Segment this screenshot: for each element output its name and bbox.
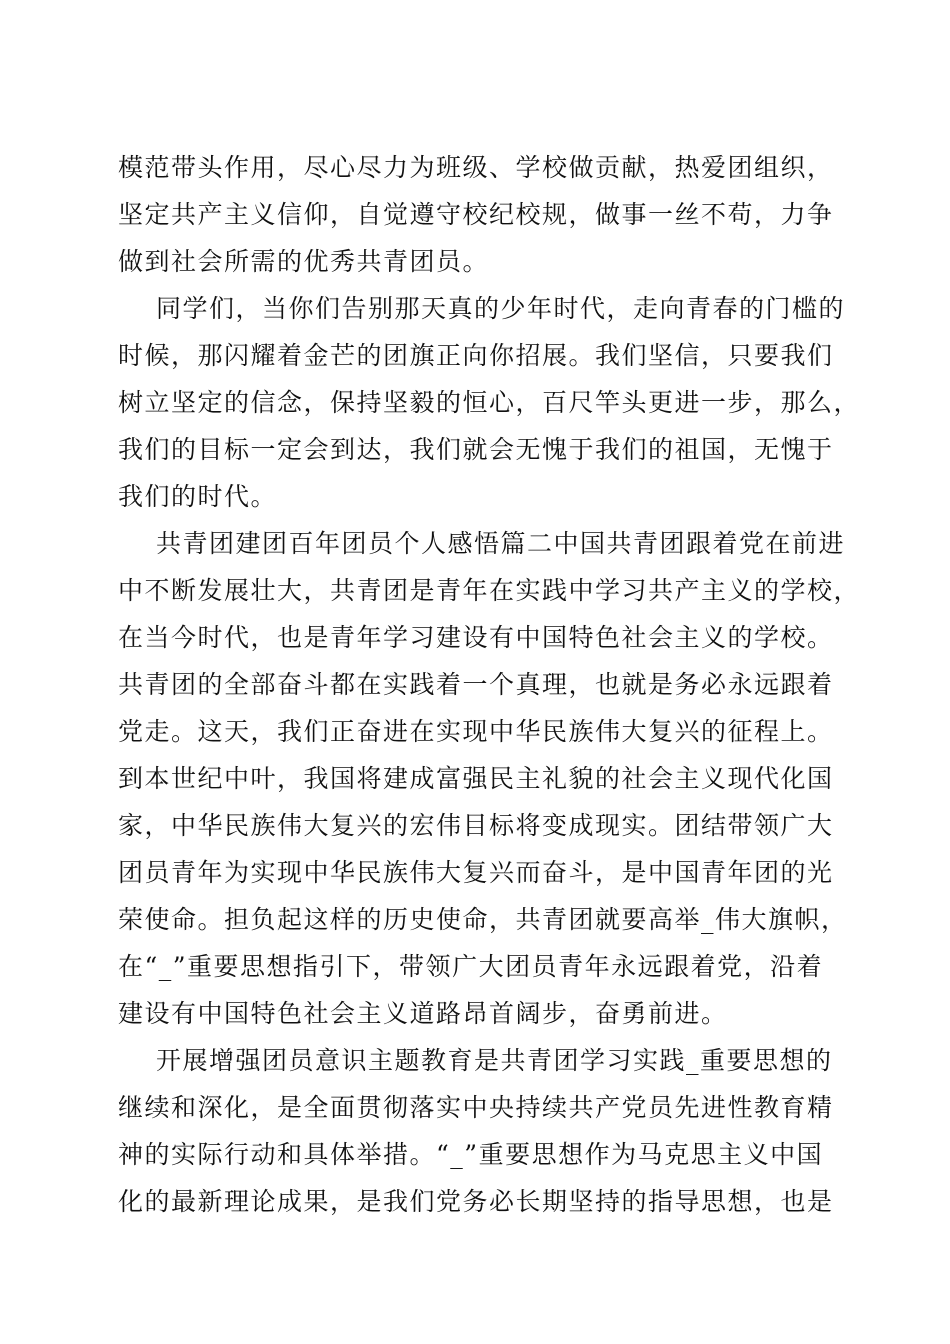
text-line: 我们的时代。 xyxy=(118,482,278,511)
text-line: 继续和深化，是全面贯彻落实中央持续共产党员先进性教育精 xyxy=(118,1093,834,1122)
text-line: 党走。这天，我们正奋进在实现中华民族伟大复兴的征程上。 xyxy=(118,717,834,746)
text-line: 我们的目标一定会到达，我们就会无愧于我们的祖国，无愧于 xyxy=(118,435,834,464)
text-line: 在当今时代，也是青年学习建设有中国特色社会主义的学校。 xyxy=(118,623,834,652)
paragraph-3 xyxy=(118,520,861,1037)
paragraph-1 xyxy=(118,144,836,285)
text-line: 模范带头作用，尽心尽力为班级、学校做贡献，热爱团组织， xyxy=(118,153,834,182)
text-line: 树立坚定的信念，保持坚毅的恒心，百尺竿头更进一步，那么， xyxy=(118,388,861,417)
document-body xyxy=(118,144,861,1225)
text-line: 开展增强团员意识主题教育是共青团学习实践_重要思想的 xyxy=(156,1046,833,1075)
text-line: 做到社会所需的优秀共青团员。 xyxy=(118,247,490,276)
text-line: 神的实际行动和具体举措。“_”重要思想作为马克思主义中国 xyxy=(118,1140,824,1169)
text-line: 共青团的全部奋斗都在实践着一个真理，也就是务必永远跟着 xyxy=(118,670,834,699)
text-line: 到本世纪中叶，我国将建成富强民主礼貌的社会主义现代化国 xyxy=(118,764,834,793)
text-line: 建设有中国特色社会主义道路昂首阔步，奋勇前进。 xyxy=(118,999,728,1028)
text-line: 荣使命。担负起这样的历史使命，共青团就要高举_伟大旗帜， xyxy=(118,905,848,934)
paragraph-2 xyxy=(118,285,861,520)
text-line: 同学们，当你们告别那天真的少年时代，走向青春的门槛的 xyxy=(156,294,846,323)
paragraph-4 xyxy=(118,1037,836,1225)
text-line: 化的最新理论成果，是我们党务必长期坚持的指导思想，也是 xyxy=(118,1187,834,1216)
text-line: 在“_”重要思想指引下，带领广大团员青年永远跟着党，沿着 xyxy=(118,952,824,981)
text-line: 团员青年为实现中华民族伟大复兴而奋斗，是中国青年团的光 xyxy=(118,858,834,887)
text-line: 坚定共产主义信仰，自觉遵守校纪校规，做事一丝不苟，力争 xyxy=(118,200,834,229)
text-line: 时候，那闪耀着金芒的团旗正向你招展。我们坚信，只要我们 xyxy=(118,341,834,370)
text-line: 共青团建团百年团员个人感悟篇二中国共青团跟着党在前进 xyxy=(156,529,846,558)
text-line: 中不断发展壮大，共青团是青年在实践中学习共产主义的学校， xyxy=(118,576,861,605)
text-line: 家，中华民族伟大复兴的宏伟目标将变成现实。团结带领广大 xyxy=(118,811,834,840)
